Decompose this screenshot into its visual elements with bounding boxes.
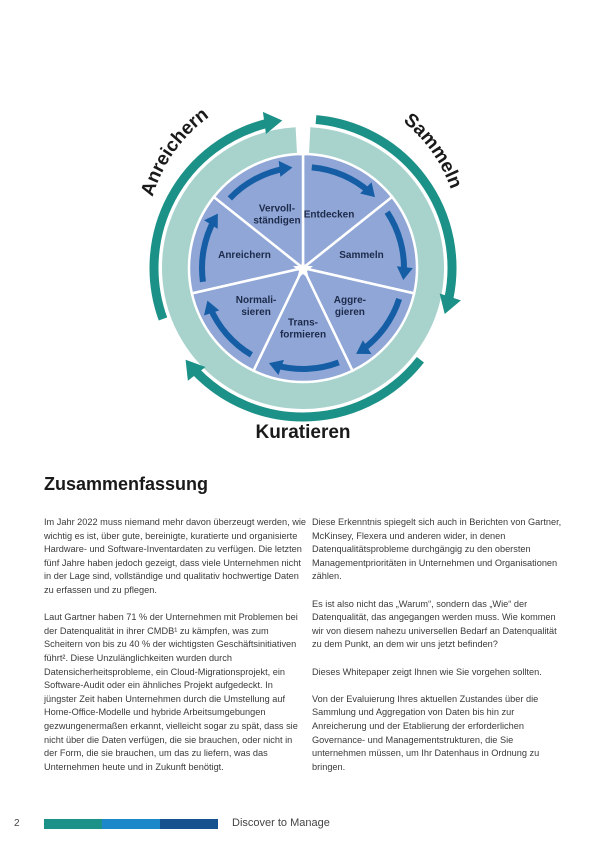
section-heading: Zusammenfassung bbox=[44, 474, 209, 494]
outer-label-kuratieren: Kuratieren bbox=[255, 422, 351, 443]
page-number: 2 bbox=[14, 818, 20, 829]
footer-title: Discover to Manage bbox=[232, 817, 330, 829]
segment-label: Entdecken bbox=[303, 209, 355, 221]
footer-bar-blue bbox=[102, 819, 160, 829]
paragraph: Laut Gartner haben 71 % der Unternehmen mit Problemen bei der Datenqualität in ihrer CMDB¹ zu kämpfen, was zum Scheitern von bis zu 40 % der wichtigsten Geschäftsinitiativen führt². Diese Unzulänglichkeiten wurden durch Datensicherheitsprobleme, ein Cloud-Migrationsprojekt, ein Software-Audit oder ein ähnliches Projekt aufgedeckt. In jüngster Zeit haben Unternehmen durch die Umstellung auf Home-Office-Modelle und hybride Arbeitsumgebungen gezwungenermaßen erkannt, vielleicht sogar zu spät, dass sie nicht über die Daten verfügen, die sie brauchen, oder nicht in der Form, die sie brauchen, um das zu liefern, was das Unternehmen heute und in Zukunft benötigt. bbox=[44, 612, 298, 772]
outer-label-anreichern: Anreichern bbox=[137, 103, 213, 199]
segment-label: Anreichern bbox=[218, 250, 271, 262]
page-footer bbox=[0, 812, 605, 836]
paragraph: Es ist also nicht das „Warum“, sondern das „Wie“ der Datenqualität, das angegangen werden muss. Wie kommen wir von diesem nahezu universellen Bedarf an Datenqualität zu dem Punkt, an dem wir uns jetzt befinden? bbox=[312, 598, 557, 650]
segment-label: Normali-sieren bbox=[235, 294, 277, 318]
left-text-column bbox=[44, 516, 306, 788]
footer-bar-teal bbox=[44, 819, 102, 829]
outer-label-sammeln: Sammeln bbox=[399, 109, 467, 192]
segment-label: Vervoll-ständigen bbox=[253, 203, 301, 227]
segment-label: Sammeln bbox=[339, 250, 384, 262]
paragraph: Dieses Whitepaper zeigt Ihnen wie Sie vorgehen sollten. bbox=[312, 666, 542, 677]
paragraph: Im Jahr 2022 muss niemand mehr davon überzeugt werden, wie wichtig es ist, über gute, bereinigte, kuratierte und organisierte Hardware- und Software-Inventardaten zu verfügen. Die letzten fünf Jahre haben jedoch gezeigt, dass viele Unternehmen nicht in der Lage sind, vollständige und qualitativ hochwertige Daten zu erfassen und zu pflegen. bbox=[44, 517, 306, 595]
segment-label: Aggre-gieren bbox=[333, 294, 367, 318]
segment-label: Trans-formieren bbox=[279, 317, 327, 341]
right-text-column bbox=[312, 516, 568, 788]
footer-bar-navy bbox=[160, 819, 218, 829]
paragraph: Von der Evaluierung Ihres aktuellen Zustandes über die Sammlung und Aggregation von Daten bis hin zur Anreicherung und der Etablierung der erforderlichen Governance- und Managementstrukturen, die Sie unternehmen müssen, um Ihr Datenhaus in Ordnung zu bringen. bbox=[312, 693, 540, 772]
paragraph: Diese Erkenntnis spiegelt sich auch in Berichten von Gartner, McKinsey, Flexera und anderen wider, in denen Datenqualitätsprobleme durchgängig zu den obersten Managementprioritäten in Unternehmen und Organisationen zählen. bbox=[312, 517, 562, 582]
